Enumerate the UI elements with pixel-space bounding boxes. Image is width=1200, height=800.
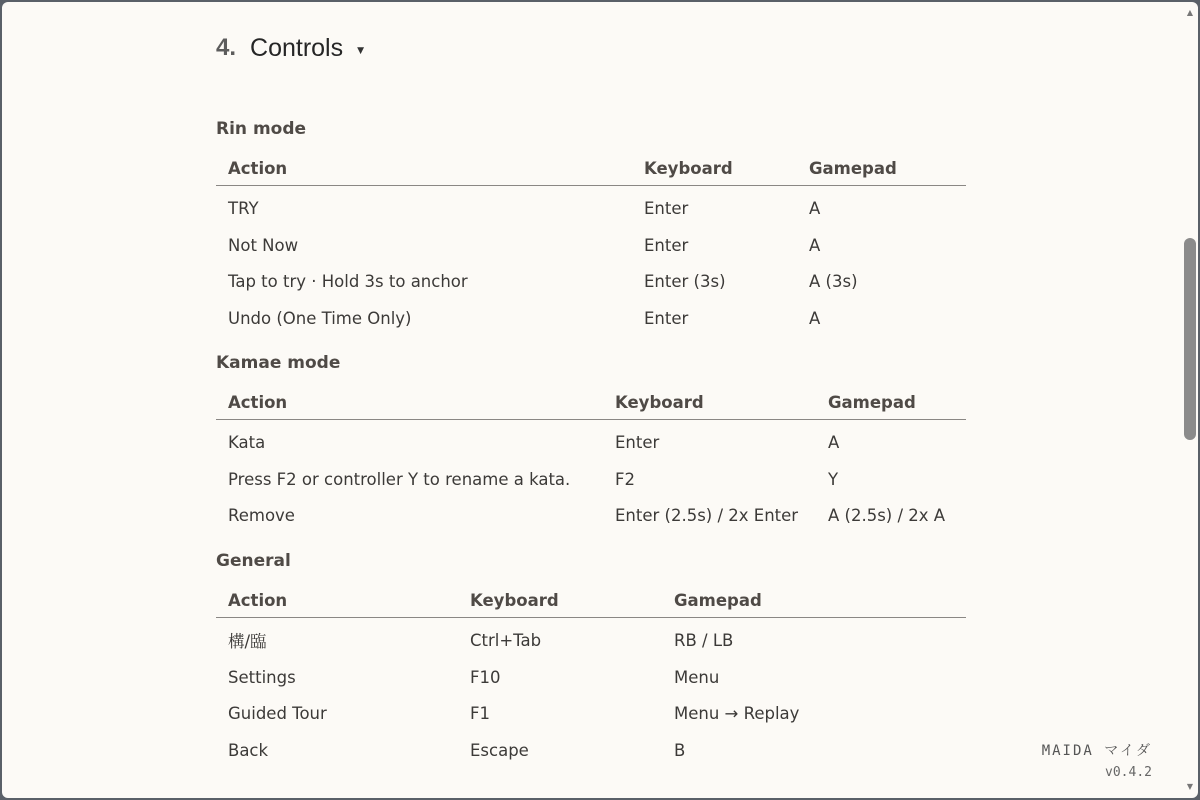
action-cell: TRY [228, 198, 259, 218]
gamepad-cell: A [809, 198, 821, 218]
action-cell: Press F2 or controller Y to rename a kata. [228, 469, 571, 489]
table-row [216, 420, 966, 461]
column-header-keyboard: Keyboard [458, 583, 662, 618]
table-header-row [216, 385, 966, 420]
gamepad-cell: A [809, 235, 821, 255]
section-title-rin-mode: Rin mode [216, 119, 307, 139]
table-row [216, 186, 966, 227]
column-header-gamepad: Gamepad [662, 583, 966, 618]
kamae-mode-table [216, 385, 966, 534]
keyboard-cell: Enter [644, 235, 689, 255]
keyboard-cell: F2 [615, 469, 635, 489]
keyboard-cell: Ctrl+Tab [470, 630, 542, 650]
action-cell: Remove [228, 506, 295, 526]
column-header-gamepad: Gamepad [816, 385, 966, 420]
gamepad-cell: A (3s) [809, 272, 858, 292]
table-row [216, 732, 966, 769]
action-cell: Guided Tour [228, 704, 327, 724]
table-row [216, 618, 966, 659]
scroll-down-arrow-icon[interactable]: ▼ [1186, 782, 1194, 791]
gamepad-cell: Y [828, 469, 839, 489]
action-cell: 構/臨 [228, 632, 267, 652]
table-row [216, 695, 966, 732]
rin-mode-table [216, 151, 966, 337]
gamepad-cell: Menu → Replay [674, 704, 800, 724]
column-header-gamepad: Gamepad [797, 151, 966, 186]
column-header-keyboard: Keyboard [603, 385, 816, 420]
action-cell: Kata [228, 432, 266, 452]
action-cell: Tap to try · Hold 3s to anchor [228, 272, 468, 292]
column-header-action: Action [216, 583, 458, 618]
vertical-scrollbar[interactable] [1178, 2, 1198, 798]
action-cell: Undo (One Time Only) [228, 308, 412, 328]
gamepad-cell: B [674, 740, 686, 760]
gamepad-cell: A [809, 308, 821, 328]
keyboard-cell: Enter (3s) [644, 272, 726, 292]
gamepad-cell: A (2.5s) / 2x A [828, 506, 946, 526]
table-row [216, 263, 966, 300]
action-cell: Not Now [228, 235, 299, 255]
caret-down-icon[interactable]: ▼ [357, 46, 365, 56]
gamepad-cell: RB / LB [674, 630, 734, 650]
general-table [216, 583, 966, 769]
section-title-general: General [216, 551, 291, 571]
scrollbar-thumb[interactable] [1184, 238, 1196, 440]
column-header-action: Action [216, 151, 632, 186]
gamepad-cell: Menu [674, 667, 720, 687]
keyboard-cell: Enter [644, 198, 689, 218]
page-title: Controls [250, 33, 344, 62]
section-number: 4. [216, 34, 237, 61]
app-version: v0.4.2 [1105, 765, 1152, 780]
table-row [216, 227, 966, 264]
table-header-row [216, 583, 966, 618]
keyboard-cell: Enter [615, 432, 660, 452]
keyboard-cell: Escape [470, 740, 529, 760]
table-header-row [216, 151, 966, 186]
action-cell: Settings [228, 667, 296, 687]
table-row [216, 300, 966, 337]
column-header-keyboard: Keyboard [632, 151, 797, 186]
table-row [216, 497, 966, 534]
keyboard-cell: F10 [470, 667, 501, 687]
app-branding [1042, 740, 1152, 784]
section-title-kamae-mode: Kamae mode [216, 353, 341, 373]
keyboard-cell: Enter (2.5s) / 2x Enter [615, 506, 799, 526]
keyboard-cell: F1 [470, 704, 490, 724]
scroll-up-arrow-icon[interactable]: ▲ [1186, 8, 1194, 17]
table-row [216, 659, 966, 696]
gamepad-cell: A [828, 432, 840, 452]
section-heading[interactable] [216, 30, 364, 66]
column-header-action: Action [216, 385, 603, 420]
table-row [216, 461, 966, 498]
app-name: MAIDA マイダ [1041, 743, 1152, 759]
app-window [2, 2, 1198, 798]
action-cell: Back [228, 740, 269, 760]
keyboard-cell: Enter [644, 308, 689, 328]
